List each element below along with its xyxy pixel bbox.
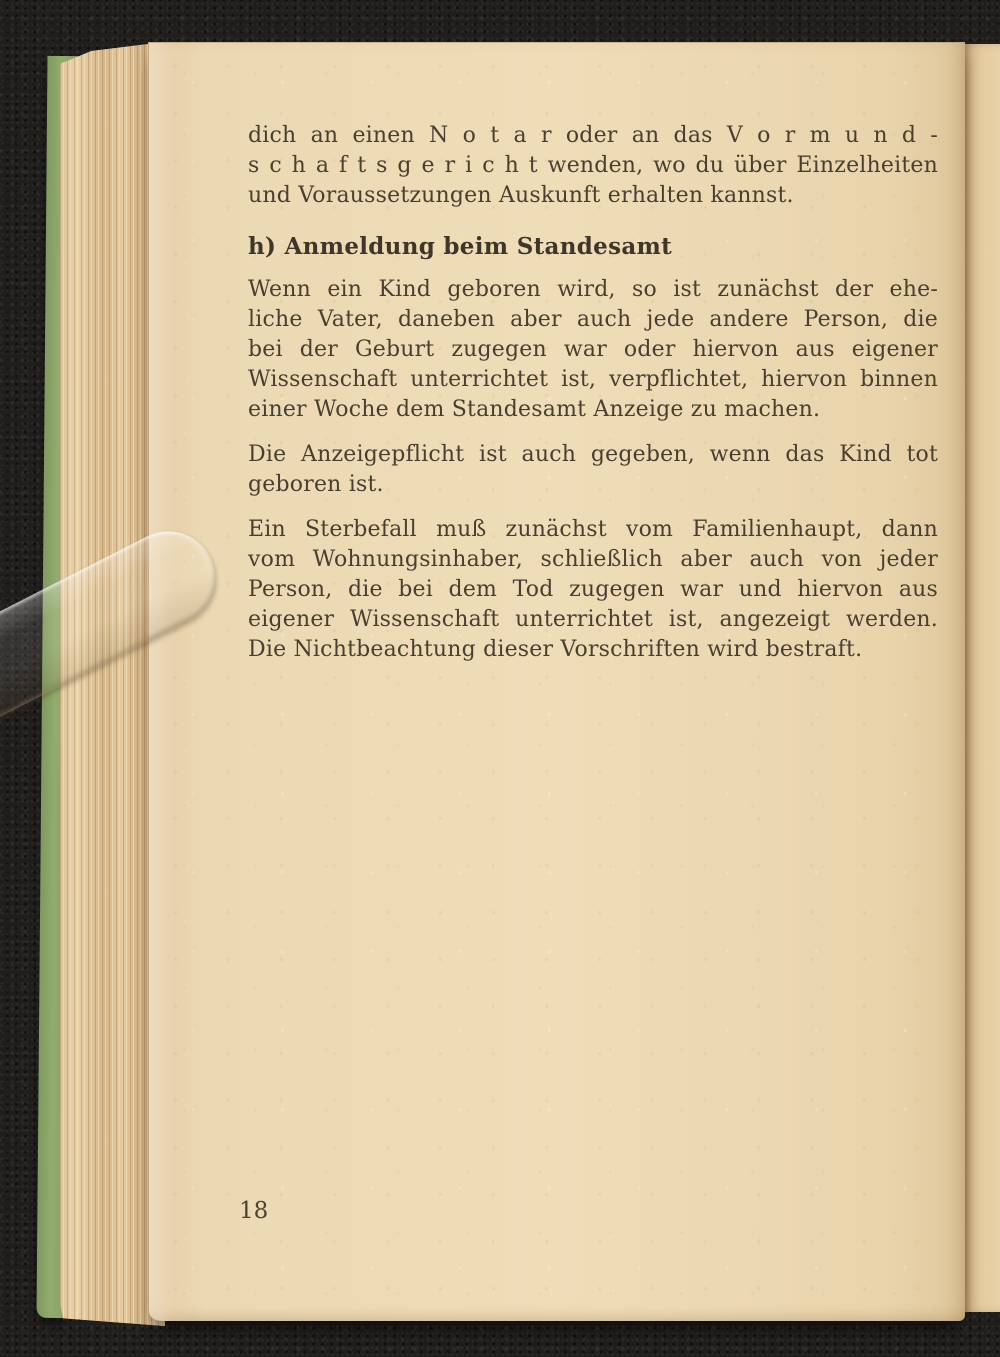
text-line: vom Wohnungsinhaber, schließlich aber auch von jeder [248, 547, 938, 572]
text-line: Die Anzeigepflicht ist auch gegeben, wenn das Kind tot [248, 442, 938, 467]
text-line: Wenn ein Kind geboren wird, so ist zunächst der ehe- [248, 277, 938, 302]
text-line: Ein Sterbefall muß zunächst vom Familienhaupt, dann [248, 517, 938, 542]
text-line: und Voraussetzungen Auskunft erhalten kannst. [248, 183, 794, 208]
text-block [248, 121, 938, 680]
text-line: bei der Geburt zugegen war oder hiervon aus eigener [248, 337, 938, 362]
section-heading: h) Anmeldung beim Standesamt [248, 233, 673, 260]
paragraph-stillbirth [248, 440, 938, 500]
intro-paragraph [248, 121, 938, 211]
text-line: dich an einen N o t a r oder an das V o r m u n d - [248, 123, 938, 148]
paragraph-death-report [248, 515, 938, 665]
paragraph-birth-registration [248, 275, 938, 425]
text-line: eigener Wissenschaft unterrichtet ist, angezeigt werden. [248, 607, 938, 632]
text-line: einer Woche dem Standesamt Anzeige zu machen. [248, 397, 821, 422]
text-line: geboren ist. [248, 472, 384, 497]
text-line: s c h a f t s g e r i c h t wenden, wo du über Einzelheiten [248, 153, 938, 178]
text-line: Person, die bei dem Tod zugegen war und hiervon aus [248, 577, 938, 602]
book-page [148, 42, 965, 1321]
text-line: Die Nichtbeachtung dieser Vorschriften wird bestraft. [248, 637, 863, 662]
page-number: 18 [239, 1198, 269, 1224]
text-line: Wissenschaft unterrichtet ist, verpflichtet, hiervon binnen [248, 367, 938, 392]
text-line: liche Vater, daneben aber auch jede andere Person, die [248, 307, 938, 332]
adjacent-page-edge [962, 44, 1000, 1312]
